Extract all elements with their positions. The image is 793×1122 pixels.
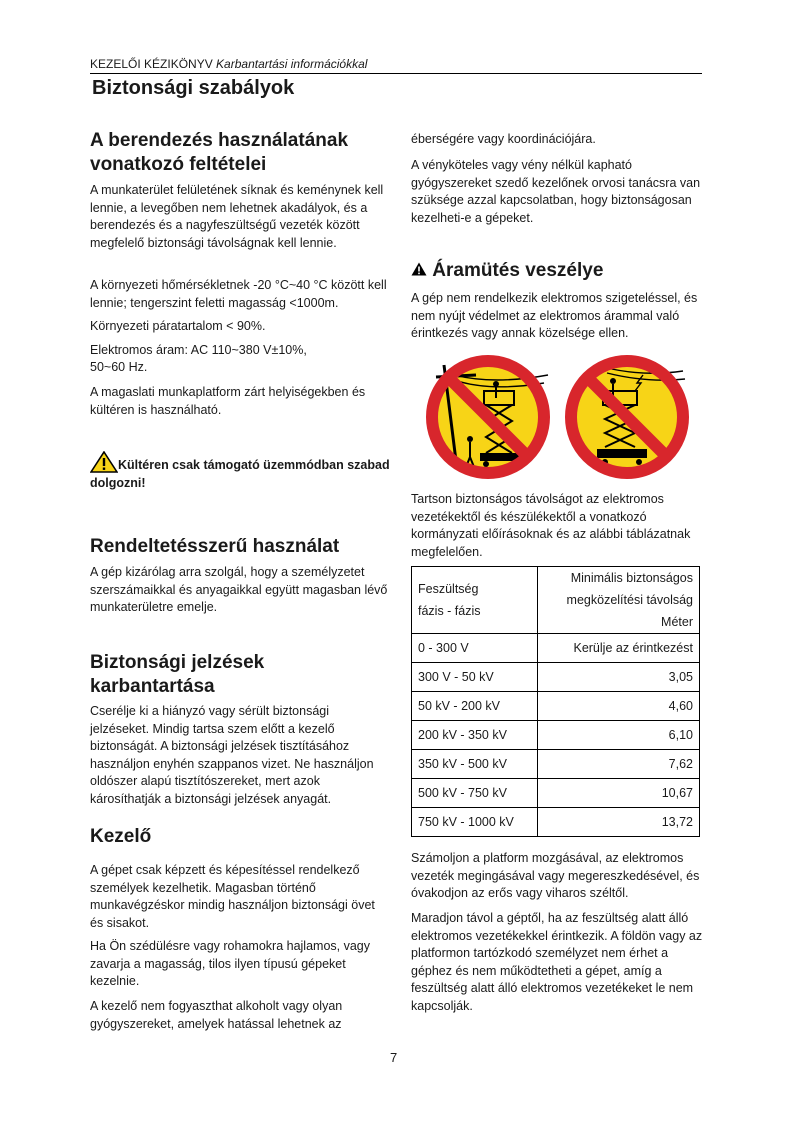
conditions-paragraph-4b: 50~60 Hz. bbox=[90, 360, 148, 374]
electric-shock-title-text: Áramütés veszélye bbox=[432, 260, 604, 281]
voltage-cell: 0 - 300 V bbox=[412, 634, 538, 663]
distance-cell: Kerülje az érintkezést bbox=[538, 634, 700, 663]
table-row bbox=[412, 721, 700, 750]
table-row bbox=[412, 779, 700, 808]
conditions-paragraph-3: Környezeti páratartalom < 90%. bbox=[90, 319, 266, 333]
operator-paragraph-2: Ha Ön szédülésre vagy rohamokra hajlamos, vagy zavarja a magasság, tilos ilyen típusú gépeket kezelnie. bbox=[90, 939, 370, 988]
voltage-cell: 750 kV - 1000 kV bbox=[412, 808, 538, 837]
no-power-line-contact-sign-1 bbox=[424, 353, 552, 481]
distance-cell: 10,67 bbox=[538, 779, 700, 808]
table-header-voltage-line1: Feszültség bbox=[418, 582, 479, 596]
table-header-distance-unit: Méter bbox=[661, 615, 693, 629]
table-header-distance-line1: Minimális biztonságos bbox=[570, 571, 693, 585]
voltage-cell: 300 V - 50 kV bbox=[412, 663, 538, 692]
table-row bbox=[412, 692, 700, 721]
table-header-voltage bbox=[412, 567, 538, 634]
voltage-cell: 350 kV - 500 kV bbox=[412, 750, 538, 779]
table-header-distance bbox=[538, 567, 700, 634]
distance-cell: 13,72 bbox=[538, 808, 700, 837]
conditions-paragraph-2: A környezeti hőmérsékletnek -20 °C~40 °C között kell lennie; tengerszint feletti magasság <1000m. bbox=[90, 278, 387, 310]
no-power-line-contact-sign-2 bbox=[563, 353, 691, 481]
page-title: Biztonsági szabályok bbox=[92, 77, 295, 99]
header-rule bbox=[90, 73, 702, 74]
electric-shock-paragraph-2: Tartson biztonságos távolságot az elektromos vezetékektől és készülékektől a vonatkozó kormányzati előírásoknak és az alábbi táblázatnak megfelelően. bbox=[411, 492, 691, 559]
right-paragraph-2: A vényköteles vagy vény nélkül kapható gyógyszereket szedő kezelőnek orvosi tanácsra van szüksége azzal kapcsolatban, hogy biztonságosan kezelheti-e a gépeket. bbox=[411, 158, 701, 225]
conditions-paragraph-4a: Elektromos áram: AC 110~380 V±10%, bbox=[90, 343, 307, 357]
right-paragraph-3: Számoljon a platform mozgásával, az elektromos vezeték megingásával vagy megereszkedésével, és óvakodjon az erős vagy viharos széltől. bbox=[411, 851, 700, 900]
page-number: 7 bbox=[390, 1050, 398, 1065]
outdoor-warning bbox=[90, 451, 390, 492]
conditions-paragraph-1: A munkaterület felületének síknak és keménynek kell lennie, a levegőben nem lehetnek akadályok, és a berendezés és a nagyfeszültségű vezeték között megfelelő biztonsági távolságnak kell lennie. bbox=[90, 183, 384, 250]
safe-distance-table bbox=[411, 566, 700, 837]
distance-cell: 4,60 bbox=[538, 692, 700, 721]
table-row bbox=[412, 634, 700, 663]
section-title-electric-shock bbox=[411, 259, 706, 283]
outdoor-warning-text: Kültéren csak támogató üzemmódban szabad dolgozni! bbox=[90, 458, 390, 490]
voltage-cell: 500 kV - 750 kV bbox=[412, 779, 538, 808]
section-title-sign-maintenance: Biztonsági jelzések karbantartása bbox=[90, 652, 265, 697]
electric-shock-paragraph-1: A gép nem rendelkezik elektromos szigeteléssel, és nem nyújt védelmet az elektromos árammal való érintkezés vagy annak közelsége ellen. bbox=[411, 291, 698, 340]
manual-name: KEZELŐI KÉZIKÖNYV bbox=[90, 57, 213, 71]
operator-paragraph-1: A gépet csak képzett és képesítéssel rendelkező személyek kezelhetik. Magasban történő munkavégzéskor mindig használjon biztonsági övet és sisakot. bbox=[90, 863, 375, 930]
sign-maintenance-paragraph: Cserélje ki a hiányzó vagy sérült biztonsági jelzéseket. Mindig tartsa szem előtt a kezelő biztonságát. A biztonsági jelzések tisztításához használjon enyhén szappanos vizet. Ne használjon oldószer alapú tisztítószereket, mert azok károsíthatják a biztonsági jelzések anyagát. bbox=[90, 704, 374, 806]
table-header-distance-line2: megközelítési távolság bbox=[566, 593, 693, 607]
section-title-intended-use: Rendeltetésszerű használat bbox=[90, 536, 340, 557]
section-title-operator: Kezelő bbox=[90, 826, 152, 847]
table-row bbox=[412, 750, 700, 779]
right-paragraph-1: éberségére vagy koordinációjára. bbox=[411, 132, 596, 146]
right-paragraph-4: Maradjon távol a géptől, ha az feszültség alatt álló elektromos vezetékekkel érintkezik. A földön vagy az platformon tartózkodó személyzet nem érhet a géphez és nem működtetheti a gépet, amíg a feszültség alatt álló elektromos vezetékeket le nem kapcsolják. bbox=[411, 911, 703, 1013]
conditions-paragraph-5: A magaslati munkaplatform zárt helyiségekben és kültéren is használható. bbox=[90, 385, 366, 417]
manual-subtitle: Karbantartási információkkal bbox=[216, 57, 368, 71]
warning-icon bbox=[90, 451, 118, 473]
distance-cell: 6,10 bbox=[538, 721, 700, 750]
running-header bbox=[90, 57, 702, 74]
intended-use-paragraph: A gép kizárólag arra szolgál, hogy a személyzetet szerszámaikkal és anyagaikkal együtt magasban lévő munkaterületre emelje. bbox=[90, 565, 388, 614]
section-title-conditions: A berendezés használatának vonatkozó feltételei bbox=[90, 130, 349, 175]
distance-cell: 3,05 bbox=[538, 663, 700, 692]
table-row bbox=[412, 663, 700, 692]
distance-cell: 7,62 bbox=[538, 750, 700, 779]
table-header-voltage-line2: fázis - fázis bbox=[418, 604, 481, 618]
operator-paragraph-3: A kezelő nem fogyaszthat alkoholt vagy olyan gyógyszereket, amelyek hatással lehetnek az bbox=[90, 999, 343, 1031]
warning-icon bbox=[411, 262, 427, 276]
table-row bbox=[412, 808, 700, 837]
voltage-cell: 200 kV - 350 kV bbox=[412, 721, 538, 750]
voltage-cell: 50 kV - 200 kV bbox=[412, 692, 538, 721]
table-header-row bbox=[412, 567, 700, 634]
